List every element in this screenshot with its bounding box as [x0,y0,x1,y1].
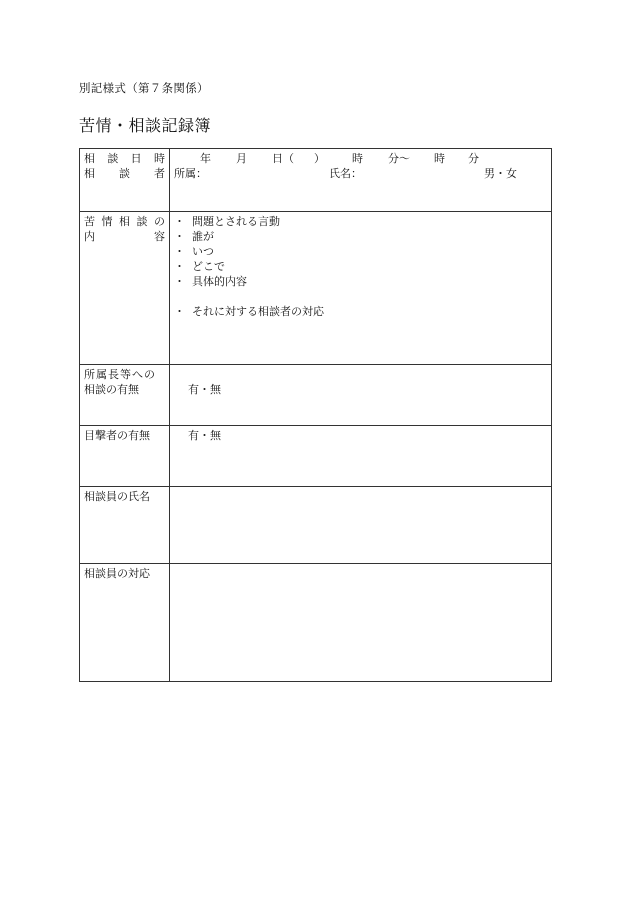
value-witness[interactable] [170,426,552,487]
row-datetime [80,149,552,212]
label-char: 談 [136,215,148,228]
label-content-line2 [84,229,165,244]
label-char: 日 [130,152,142,165]
day-label: 日（ [272,152,294,165]
document-title: 苦情・相談記録簿 [79,116,212,135]
value-content[interactable] [170,212,552,365]
row-counselor-name [80,487,552,564]
label-witness: 目撃者の有無 [80,426,170,487]
label-char: 情 [101,215,113,228]
label-content-line1 [84,214,165,229]
label-char: 相 [84,167,95,180]
label-char: 談 [119,167,130,180]
list-item: ・ それに対する相談者の対応 [174,304,547,319]
label-char: 時 [153,152,165,165]
label-char: 相 [84,152,95,165]
row-content [80,212,552,365]
label-datetime-line1 [84,151,165,166]
label-datetime [80,149,170,212]
hour-label-1: 時 [352,152,363,165]
year-label: 年 [200,152,211,165]
label-line: 所属長等への [84,368,156,381]
label-char: 内 [84,230,95,243]
affiliation-line [174,166,547,181]
list-item: ・ いつ [174,244,547,259]
form-reference: 別記様式（第７条関係） [79,81,209,95]
date-time-line [174,151,547,166]
label-content [80,212,170,365]
label-char: 苦 [84,215,95,228]
gender-choice: 男・女 [484,167,517,180]
minute-label-1: 分～ [388,152,410,165]
spacer [174,289,547,304]
label-char: 者 [154,167,165,180]
name-label: 氏名： [329,167,362,180]
month-label: 月 [236,152,247,165]
label-counselor-name: 相談員の氏名 [80,487,170,564]
yes-no-choice: 有・無 [188,429,221,442]
row-counselor-response [80,564,552,682]
content-checklist [174,214,547,289]
label-line: 相談の有無 [84,383,139,396]
label-char: の [154,215,165,228]
label-char: 容 [154,230,165,243]
hour-label-2: 時 [434,152,445,165]
label-char: 相 [119,215,130,228]
row-witness [80,426,552,487]
list-item: ・ 具体的内容 [174,274,547,289]
list-item: ・ どこで [174,259,547,274]
value-counselor-name[interactable] [170,487,552,564]
label-counselor-response: 相談員の対応 [80,564,170,682]
label-consult-manager [80,365,170,426]
minute-label-2: 分 [468,152,479,165]
yes-no-choice: 有・無 [188,383,221,396]
response-checklist [174,304,547,319]
value-consult-manager[interactable] [170,365,552,426]
list-item: ・ 問題とされる言動 [174,214,547,229]
affiliation-label: 所属： [174,167,207,180]
row-consult-manager [80,365,552,426]
paren-close: ） [314,152,325,165]
value-counselor-response[interactable] [170,564,552,682]
list-item: ・ 誰が [174,229,547,244]
label-consultee-line [84,166,165,181]
record-table [79,148,552,682]
value-datetime[interactable] [170,149,552,212]
label-char: 談 [107,152,119,165]
